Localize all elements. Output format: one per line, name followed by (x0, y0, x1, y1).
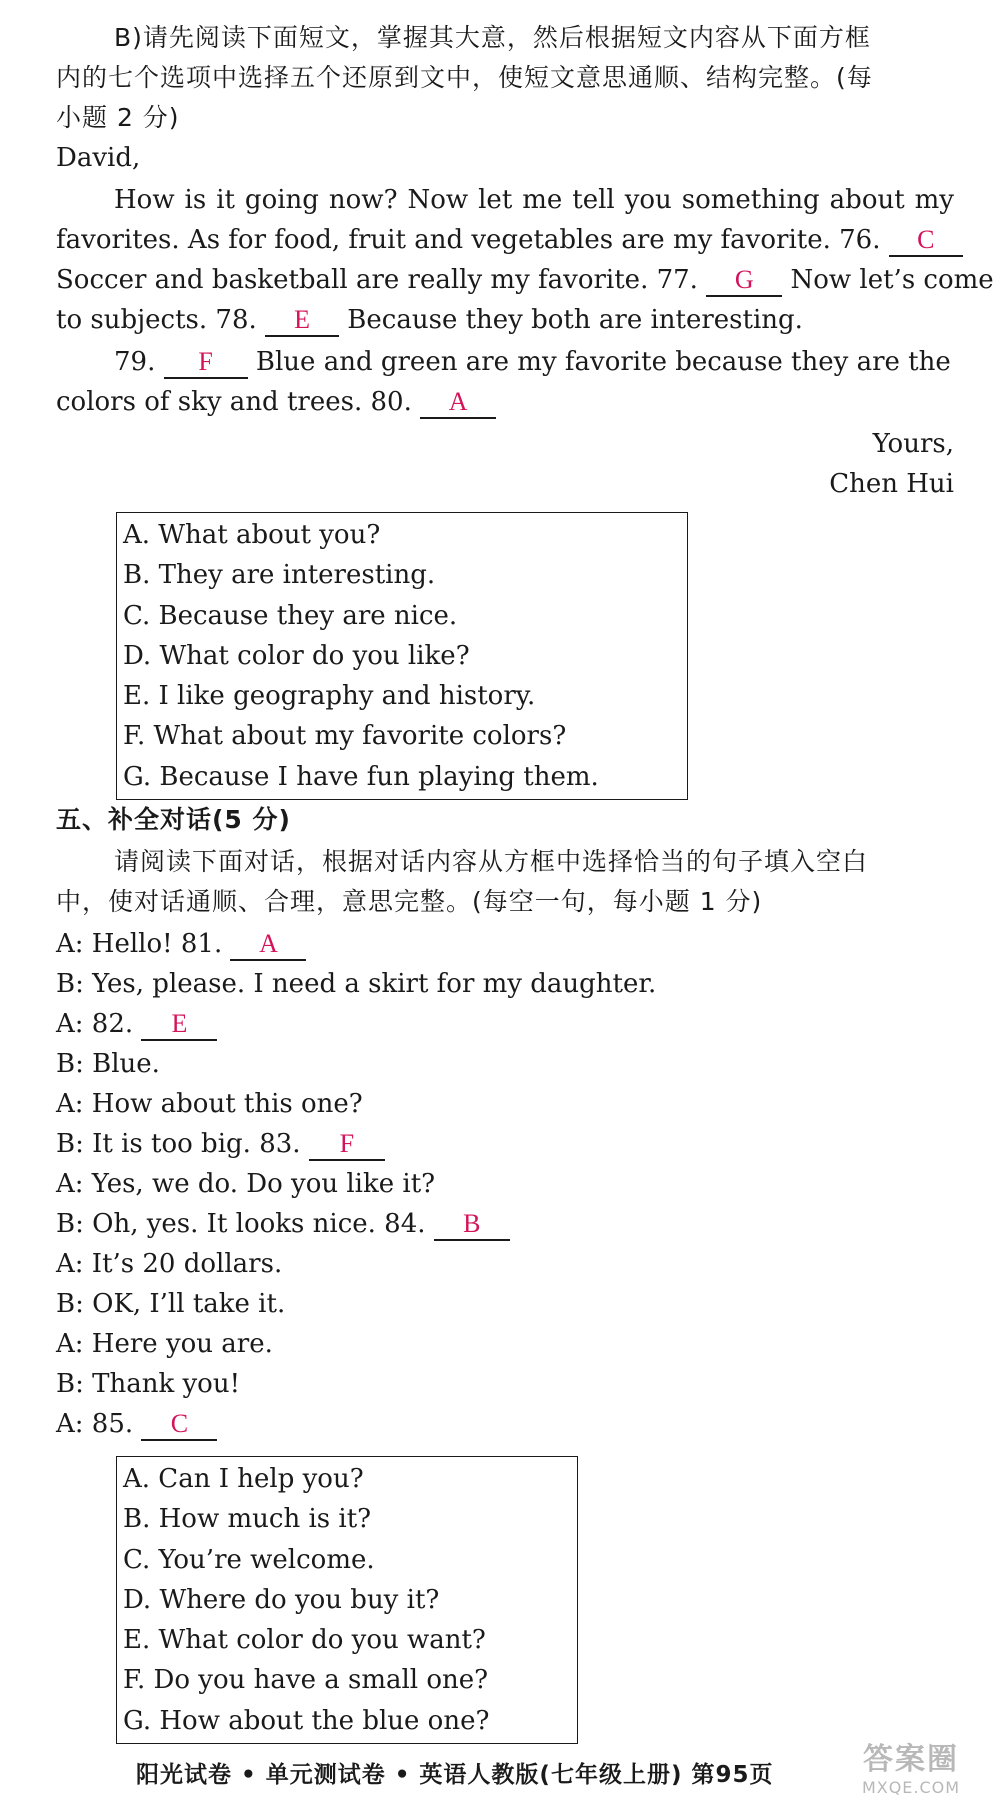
letter-closing: Yours, (872, 429, 954, 459)
dialogue-line-11: A: Here you are. (56, 1329, 273, 1359)
dialogue-line-6 (56, 1124, 954, 1164)
letter-line-4-text-b: Because they both are interesting. (339, 305, 803, 335)
dialogue-line-13 (56, 1404, 954, 1444)
dialogue-text: A: Hello! 81. (56, 929, 231, 959)
answer-blank-82: E (141, 1009, 217, 1041)
page-footer: 阳光试卷 • 单元测试卷 • 英语人教版(七年级上册) 第95页 (136, 1762, 774, 1788)
option-item: C. You’re welcome. (123, 1544, 375, 1575)
dialogue-line-10: B: OK, I’ll take it. (56, 1289, 286, 1319)
answer-blank-80: A (420, 387, 496, 419)
letter-line-5 (114, 342, 954, 382)
dialogue-line-9: A: It’s 20 dollars. (56, 1249, 283, 1279)
section-5-heading: 五、补全对话(5 分) (56, 805, 291, 834)
letter-line-2 (56, 220, 954, 260)
letter-line-5-text-a: 79. (114, 347, 164, 377)
dialogue-line-8 (56, 1204, 954, 1244)
option-item: C. Because they are nice. (123, 600, 458, 631)
letter-line-2-text: favorites. As for food, fruit and vegetables are my favorite. 76. (56, 225, 889, 255)
options-box-section-b (116, 512, 688, 800)
section-b-instruction-2: 内的七个选项中选择五个还原到文中，使短文意思通顺、结构完整。(每 (56, 63, 873, 92)
options-box-section-5 (116, 1456, 578, 1744)
letter-line-6 (56, 382, 954, 422)
section-b-instruction-1: B)请先阅读下面短文，掌握其大意，然后根据短文内容从下面方框 (114, 23, 871, 52)
answer-blank-84: B (434, 1209, 510, 1241)
dialogue-line-3 (56, 1004, 954, 1044)
answer-blank-77: G (706, 265, 782, 297)
option-item: G. Because I have fun playing them. (123, 761, 599, 792)
dialogue-text: A: 82. (56, 1009, 142, 1039)
answer-blank-79: F (164, 347, 248, 379)
answer-blank-76: C (889, 225, 963, 257)
letter-salutation: David, (56, 143, 141, 173)
letter-line-3 (56, 260, 994, 300)
section-5-instruction-1: 请阅读下面对话，根据对话内容从方框中选择恰当的句子填入空白 (114, 847, 869, 876)
letter-line-3-text-b: Now let’s come (782, 265, 994, 295)
dialogue-line-5: A: How about this one? (56, 1089, 363, 1119)
dialogue-line-7: A: Yes, we do. Do you like it? (56, 1169, 436, 1199)
dialogue-line-1 (56, 924, 954, 964)
dialogue-line-2: B: Yes, please. I need a skirt for my daughter. (56, 969, 657, 999)
letter-line-4-text-a: to subjects. 78. (56, 305, 266, 335)
answer-blank-83: F (309, 1129, 385, 1161)
option-item: A. Can I help you? (123, 1464, 364, 1494)
answer-blank-78: E (265, 305, 339, 337)
option-item: E. I like geography and history. (123, 681, 536, 712)
section-b-instruction-3: 小题 2 分) (56, 103, 180, 132)
option-item: A. What about you? (123, 520, 381, 550)
letter-line-5-text-b: Blue and green are my favorite because they are the (247, 347, 951, 377)
dialogue-text: A: 85. (56, 1409, 142, 1439)
answer-blank-81: A (230, 929, 306, 961)
dialogue-line-12: B: Thank you! (56, 1369, 241, 1399)
letter-line-1: How is it going now? Now let me tell you something about my (114, 185, 954, 215)
option-item: D. Where do you buy it? (123, 1584, 440, 1615)
option-item: E. What color do you want? (123, 1625, 486, 1656)
watermark-title: 答案圈 (863, 1742, 959, 1777)
option-item: G. How about the blue one? (123, 1705, 490, 1736)
letter-line-4 (56, 300, 954, 340)
letter-line-3-text-a: Soccer and basketball are really my favorite. 77. (56, 265, 707, 295)
letter-signature: Chen Hui (829, 469, 954, 499)
option-item: F. Do you have a small one? (123, 1665, 489, 1696)
watermark-url: MXQE.COM (861, 1778, 961, 1797)
dialogue-text: B: It is too big. 83. (56, 1129, 309, 1159)
watermark-logo (836, 1742, 986, 1802)
letter-line-6-text: colors of sky and trees. 80. (56, 387, 421, 417)
answer-blank-85: C (141, 1409, 217, 1441)
dialogue-line-4: B: Blue. (56, 1049, 160, 1079)
section-5-instruction-2: 中，使对话通顺、合理，意思完整。(每空一句，每小题 1 分) (56, 887, 763, 916)
dialogue-text: B: Oh, yes. It looks nice. 84. (56, 1209, 434, 1239)
option-item: F. What about my favorite colors? (123, 721, 567, 752)
option-item: B. How much is it? (123, 1504, 372, 1535)
option-item: B. They are interesting. (123, 560, 436, 591)
option-item: D. What color do you like? (123, 640, 470, 671)
